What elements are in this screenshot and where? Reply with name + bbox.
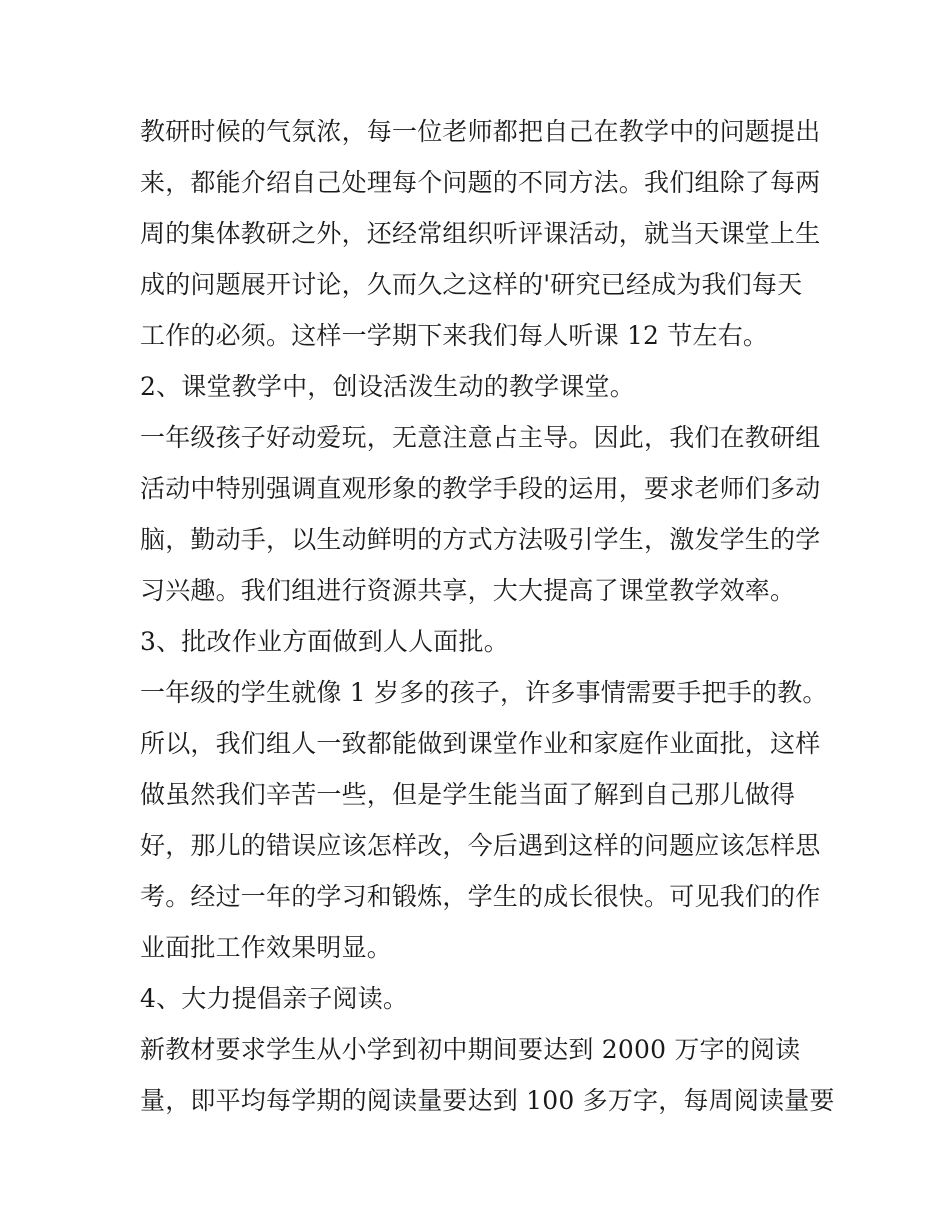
text-line: 做虽然我们辛苦一些，但是学生能当面了解到自己那儿做得 — [140, 780, 796, 809]
text-line: 活动中特别强调直观形象的教学手段的运用，要求老师们多动 — [140, 474, 821, 503]
text-line: 所以，我们组人一致都能做到课堂作业和家庭作业面批，这样 — [140, 729, 821, 758]
section-heading: 4、大力提倡亲子阅读。 — [140, 984, 409, 1013]
text-line: 好，那儿的错误应该怎样改，今后遇到这样的问题应该怎样思 — [140, 831, 821, 860]
text-line: 习兴趣。我们组进行资源共享，大大提高了课堂教学效率。 — [140, 576, 796, 605]
section-heading: 3、批改作业方面做到人人面批。 — [140, 627, 509, 656]
text-line: 量，即平均每学期的阅读量要达到 100 多万字，每周阅读量要 — [140, 1086, 835, 1115]
text-line: 来，都能介绍自己处理每个问题的不同方法。我们组除了每两 — [140, 168, 821, 197]
section-heading: 2、课堂教学中，创设活泼生动的教学课堂。 — [140, 372, 635, 401]
text-line: 一年级的学生就像 1 岁多的孩子，许多事情需要手把手的教。 — [140, 678, 828, 707]
document-body — [140, 106, 840, 1126]
text-line: 教研时候的气氛浓，每一位老师都把自己在教学中的问题提出 — [140, 117, 821, 146]
text-line: 考。经过一年的学习和锻炼，学生的成长很快。可见我们的作 — [140, 882, 821, 911]
text-line: 业面批工作效果明显。 — [140, 933, 393, 962]
text-line: 脑，勤动手，以生动鲜明的方式方法吸引学生，激发学生的学 — [140, 525, 821, 554]
text-line: 周的集体教研之外，还经常组织听评课活动，就当天课堂上生 — [140, 219, 821, 248]
text-line: 成的问题展开讨论，久而久之这样的'研究已经成为我们每天 — [140, 270, 803, 299]
text-line: 新教材要求学生从小学到初中期间要达到 2000 万字的阅读 — [140, 1035, 801, 1064]
text-line: 工作的必须。这样一学期下来我们每人听课 12 节左右。 — [140, 321, 769, 350]
text-line: 一年级孩子好动爱玩，无意注意占主导。因此，我们在教研组 — [140, 423, 821, 452]
